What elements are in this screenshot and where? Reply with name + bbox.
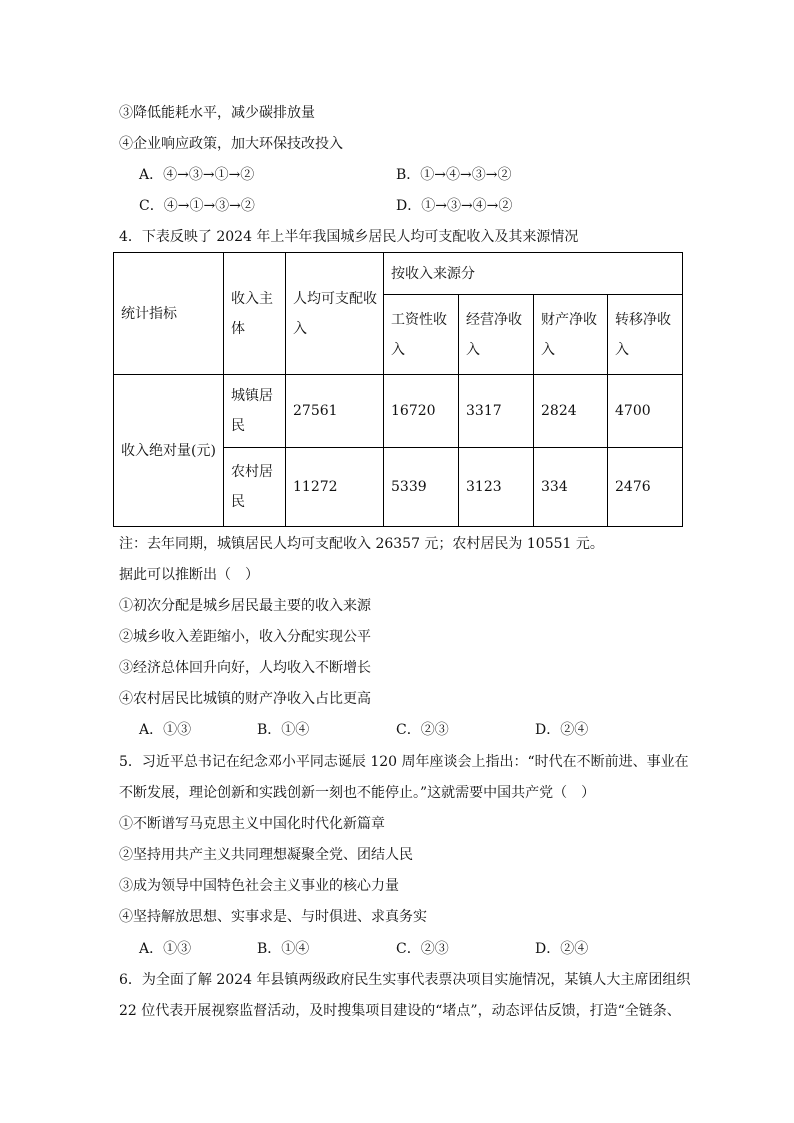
- urban-avg: 27561: [286, 375, 384, 448]
- q5-item-3: ③成为领导中国特色社会主义事业的核心力量: [119, 878, 399, 894]
- q4-item-3: ③经济总体回升向好，人均收入不断增长: [119, 660, 371, 676]
- header-subject: 收入主体: [224, 253, 286, 375]
- header-business: 经营净收入: [459, 295, 534, 375]
- prev-option-d: D．①→③→④→②: [396, 198, 513, 214]
- table-row-urban: [114, 375, 683, 448]
- q5-stem-line-1: 5．习近平总书记在纪念邓小平同志诞辰 120 周年座谈会上指出：“时代在不断前进、事业在: [119, 754, 689, 770]
- q4-option-a: A．①③: [139, 722, 192, 738]
- rural-property: 334: [534, 448, 608, 527]
- prev-option-b: B．①→④→③→②: [396, 167, 512, 183]
- rural-wage: 5339: [384, 448, 459, 527]
- rural-name: 农村居民: [224, 448, 286, 527]
- q5-option-a: A．①③: [139, 941, 192, 957]
- q5-option-b: B．①④: [257, 941, 310, 957]
- q4-option-d: D．②④: [535, 722, 589, 738]
- income-table: [113, 252, 683, 527]
- urban-transfer: 4700: [608, 375, 683, 448]
- header-by-source: 按收入来源分: [384, 253, 683, 295]
- q6-stem-line-2: 22 位代表开展视察监督活动，及时搜集项目建设的“堵点”，动态评估反馈，打造“全链条、: [119, 1003, 681, 1019]
- q4-stem: 4．下表反映了 2024 年上半年我国城乡居民人均可支配收入及其来源情况: [119, 229, 579, 245]
- urban-name: 城镇居民: [224, 375, 286, 448]
- q4-ask: 据此可以推断出（ ）: [119, 567, 259, 583]
- urban-wage: 16720: [384, 375, 459, 448]
- q5-item-2: ②坚持用共产主义共同理想凝聚全党、团结人民: [119, 847, 413, 863]
- rural-avg: 11272: [286, 448, 384, 527]
- urban-property: 2824: [534, 375, 608, 448]
- q5-option-d: D．②④: [535, 941, 589, 957]
- header-wage: 工资性收入: [384, 295, 459, 375]
- header-transfer: 转移净收入: [608, 295, 683, 375]
- q4-note: 注：去年同期，城镇居民人均可支配收入 26357 元；农村居民为 10551 元。: [119, 536, 604, 552]
- q5-item-1: ①不断谱写马克思主义中国化时代化新篇章: [119, 816, 385, 832]
- row-label: 收入绝对量(元): [114, 375, 224, 527]
- prev-item-4: ④企业响应政策，加大环保技改投入: [119, 136, 343, 152]
- q5-stem-line-2: 不断发展，理论创新和实践创新一刻也不能停止。”这就需要中国共产党（ ）: [119, 785, 596, 801]
- q4-item-4: ④农村居民比城镇的财产净收入占比更高: [119, 691, 371, 707]
- q4-item-2: ②城乡收入差距缩小，收入分配实现公平: [119, 629, 371, 645]
- prev-option-c: C．④→①→③→②: [139, 198, 255, 214]
- q4-option-b: B．①④: [257, 722, 310, 738]
- urban-business: 3317: [459, 375, 534, 448]
- rural-business: 3123: [459, 448, 534, 527]
- q4-option-c: C．②③: [396, 722, 449, 738]
- prev-option-a: A．④→③→①→②: [139, 167, 255, 183]
- q6-stem-line-1: 6．为全面了解 2024 年县镇两级政府民生实事代表票决项目实施情况，某镇人大主席团组织: [119, 972, 691, 988]
- q4-item-1: ①初次分配是城乡居民最主要的收入来源: [119, 598, 371, 614]
- q5-option-c: C．②③: [396, 941, 449, 957]
- header-indicator: 统计指标: [114, 253, 224, 375]
- header-property: 财产净收入: [534, 295, 608, 375]
- header-avg-income: 人均可支配收入: [286, 253, 384, 375]
- q5-item-4: ④坚持解放思想、实事求是、与时俱进、求真务实: [119, 909, 427, 925]
- prev-item-3: ③降低能耗水平，减少碳排放量: [119, 105, 315, 121]
- rural-transfer: 2476: [608, 448, 683, 527]
